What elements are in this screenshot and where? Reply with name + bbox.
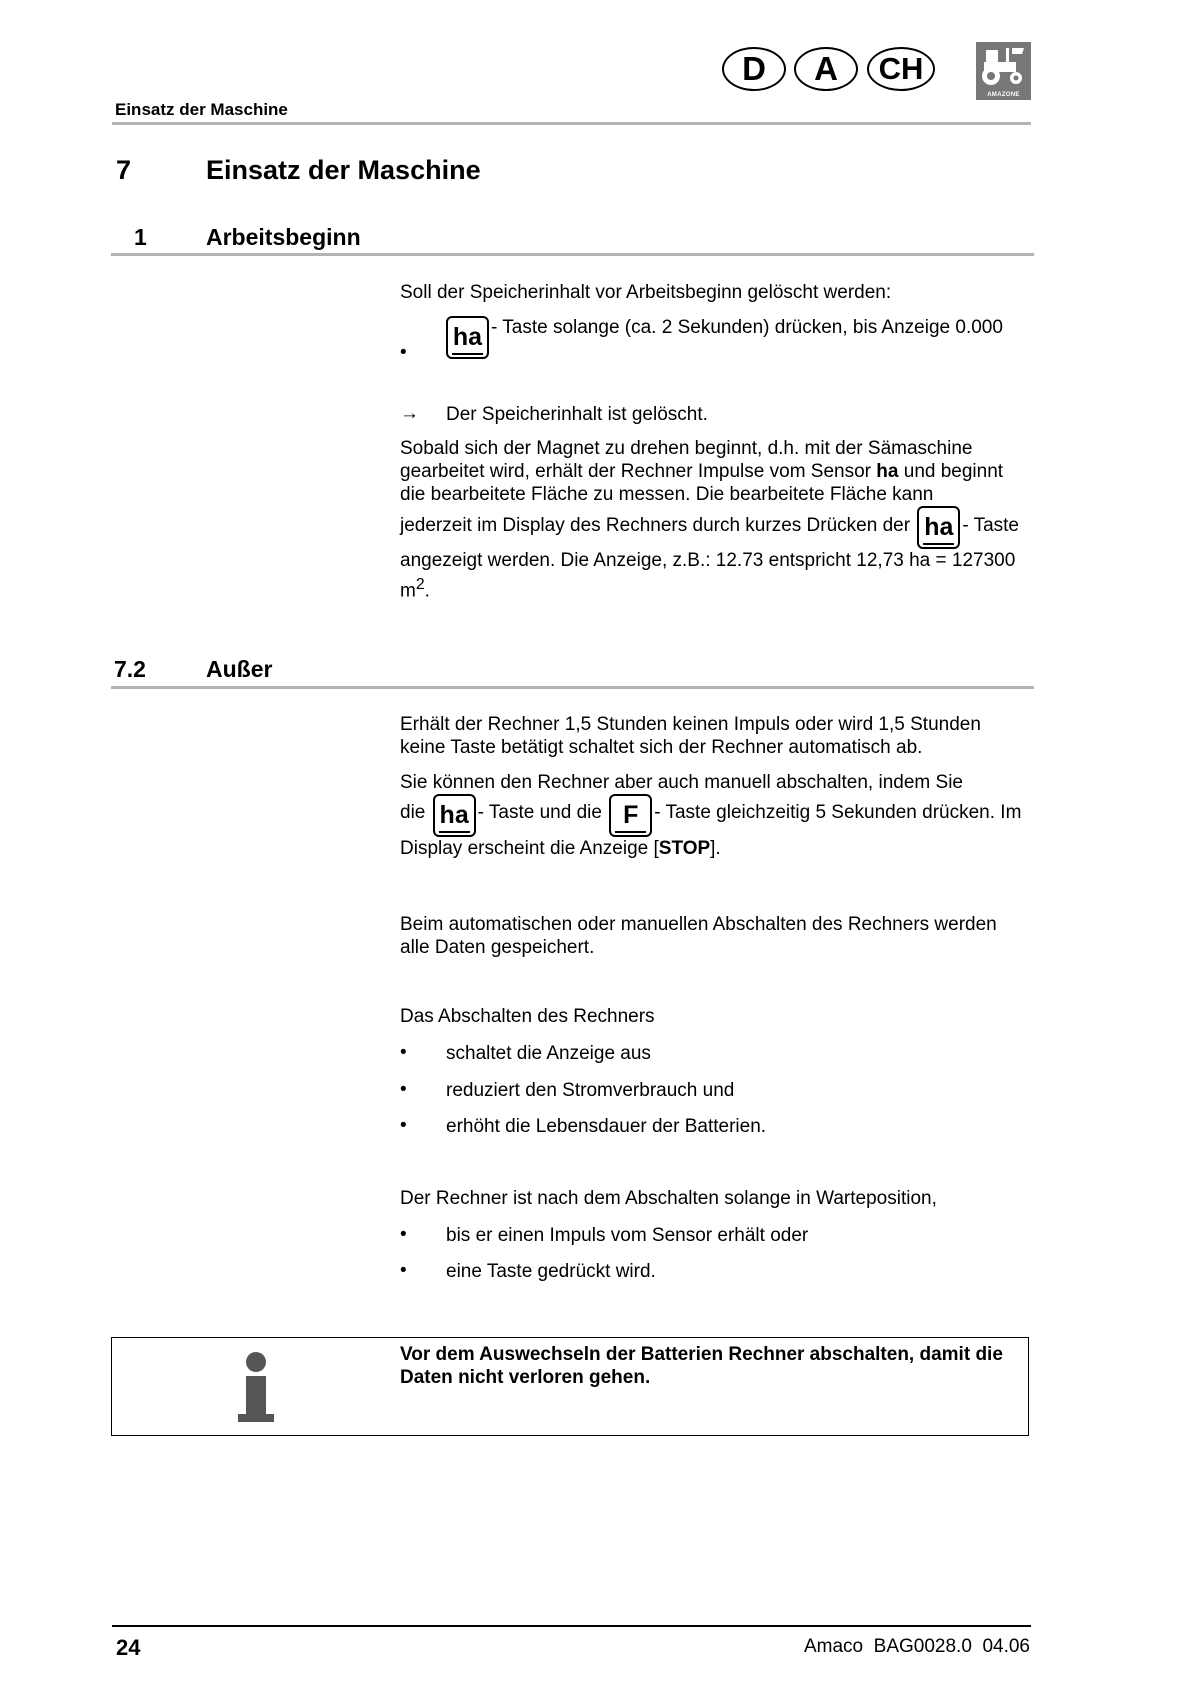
bullet-ha-instruction <box>446 316 1030 359</box>
bullet-marker: • <box>400 1042 407 1063</box>
para1-text-b: und beginnt die bearbeitete Fläche zu messen. Die bearbeitete Fläche kann <box>400 461 1004 505</box>
chapter-title: Einsatz der Maschine <box>206 155 481 185</box>
document-reference: Amaco BAG0028.0 04.06 <box>803 1636 1030 1657</box>
ha-key-icon: ha <box>433 794 476 837</box>
bullet-marker: • <box>400 342 407 363</box>
ha-key-icon: ha <box>917 506 960 549</box>
para2-text-a: jederzeit im Display des Rechners durch kurzes Drücken der <box>400 515 911 536</box>
section-2-paragraph-1: Erhält der Rechner 1,5 Stunden keinen Impuls oder wird 1,5 Stunden keine Taste betätigt schaltet sich der Rechner automatisch ab. <box>400 714 981 758</box>
amazone-logo <box>976 42 1031 100</box>
section-1-intro: Soll der Speicherinhalt vor Arbeitsbeginn gelöscht werden: <box>400 282 892 303</box>
section-1-paragraph-2 <box>400 506 1030 603</box>
section-2-divider <box>111 686 1034 689</box>
arrow-result-text: Der Speicherinhalt ist gelöscht. <box>446 404 708 425</box>
ha-key-icon: ha <box>446 316 489 359</box>
para2-text-b: - Taste angezeigt werden. Die Anzeige, z.B.: 12.73 entspricht 12,73 ha = 127300 m <box>400 515 1020 602</box>
section-1-title: Arbeitsbeginn <box>206 224 361 250</box>
notice-text: Vor dem Auswechseln der Batterien Rechner abschalten, damit die Daten nicht verloren gehen. <box>400 1344 1003 1388</box>
f-key-icon: F <box>609 794 652 837</box>
country-badge-a: A <box>794 47 858 91</box>
section-2-paragraph-2a: Sie können den Rechner aber auch manuell abschalten, indem Sie <box>400 772 963 793</box>
section-2-paragraph-3: Beim automatischen oder manuellen Abschalten des Rechners werden alle Daten gespeichert. <box>400 914 997 958</box>
section-2-number: 7.2 <box>114 656 146 682</box>
para1-text-a: Sobald sich der Magnet zu drehen beginnt, d.h. mit der Sämaschine gearbeitet wird, erhält der Rechner Impulse vom Sensor <box>400 438 973 482</box>
para2-end: . <box>424 580 430 602</box>
section-2-paragraph-2b <box>400 794 1030 861</box>
section-1-paragraph-1 <box>400 437 1030 506</box>
bullet-marker: • <box>400 1224 407 1245</box>
para-end2: ]. <box>710 838 721 859</box>
chapter-number: 7 <box>116 155 132 185</box>
section-2-title: Außer <box>206 656 273 682</box>
running-header: Einsatz der Maschine <box>115 100 288 119</box>
para-end1: - Taste gleichzeitig 5 Sekunden drücken. Im Display erscheint die Anzeige [ <box>400 802 1022 859</box>
footer-divider <box>112 1625 1031 1627</box>
section-1-divider <box>111 253 1034 256</box>
list-item: eine Taste gedrückt wird. <box>446 1261 656 1282</box>
section-1-number: 1 <box>134 224 147 250</box>
bullet-marker: • <box>400 1115 407 1136</box>
info-icon <box>236 1352 276 1422</box>
list-item: bis er einen Impuls vom Sensor erhält oder <box>446 1225 809 1246</box>
list-item: reduziert den Stromverbrauch und <box>446 1080 735 1101</box>
para-die: die <box>400 802 426 823</box>
stop-display-label: STOP <box>658 838 711 859</box>
section-2-paragraph-4: Das Abschalten des Rechners <box>400 1006 655 1027</box>
country-badge-ch: CH <box>867 47 935 91</box>
tractor-logo-icon <box>976 42 1031 90</box>
country-badge-d: D <box>722 47 786 91</box>
page-number: 24 <box>116 1635 141 1660</box>
logo-text: AMAZONE <box>987 92 1020 98</box>
sensor-ha-label: ha <box>876 461 899 482</box>
square-superscript: 2 <box>415 576 425 593</box>
bullet-marker: • <box>400 1260 407 1281</box>
section-2-paragraph-5: Der Rechner ist nach dem Abschalten solange in Warteposition, <box>400 1188 937 1209</box>
list-item: erhöht die Lebensdauer der Batterien. <box>446 1116 767 1137</box>
para-mid: - Taste und die <box>477 802 602 823</box>
header-divider <box>112 122 1031 125</box>
bullet-marker: • <box>400 1079 407 1100</box>
list-item: schaltet die Anzeige aus <box>446 1043 651 1064</box>
arrow-marker: → <box>400 403 419 424</box>
bullet-ha-text: - Taste solange (ca. 2 Sekunden) drücken, bis Anzeige 0.000 <box>491 317 1003 338</box>
